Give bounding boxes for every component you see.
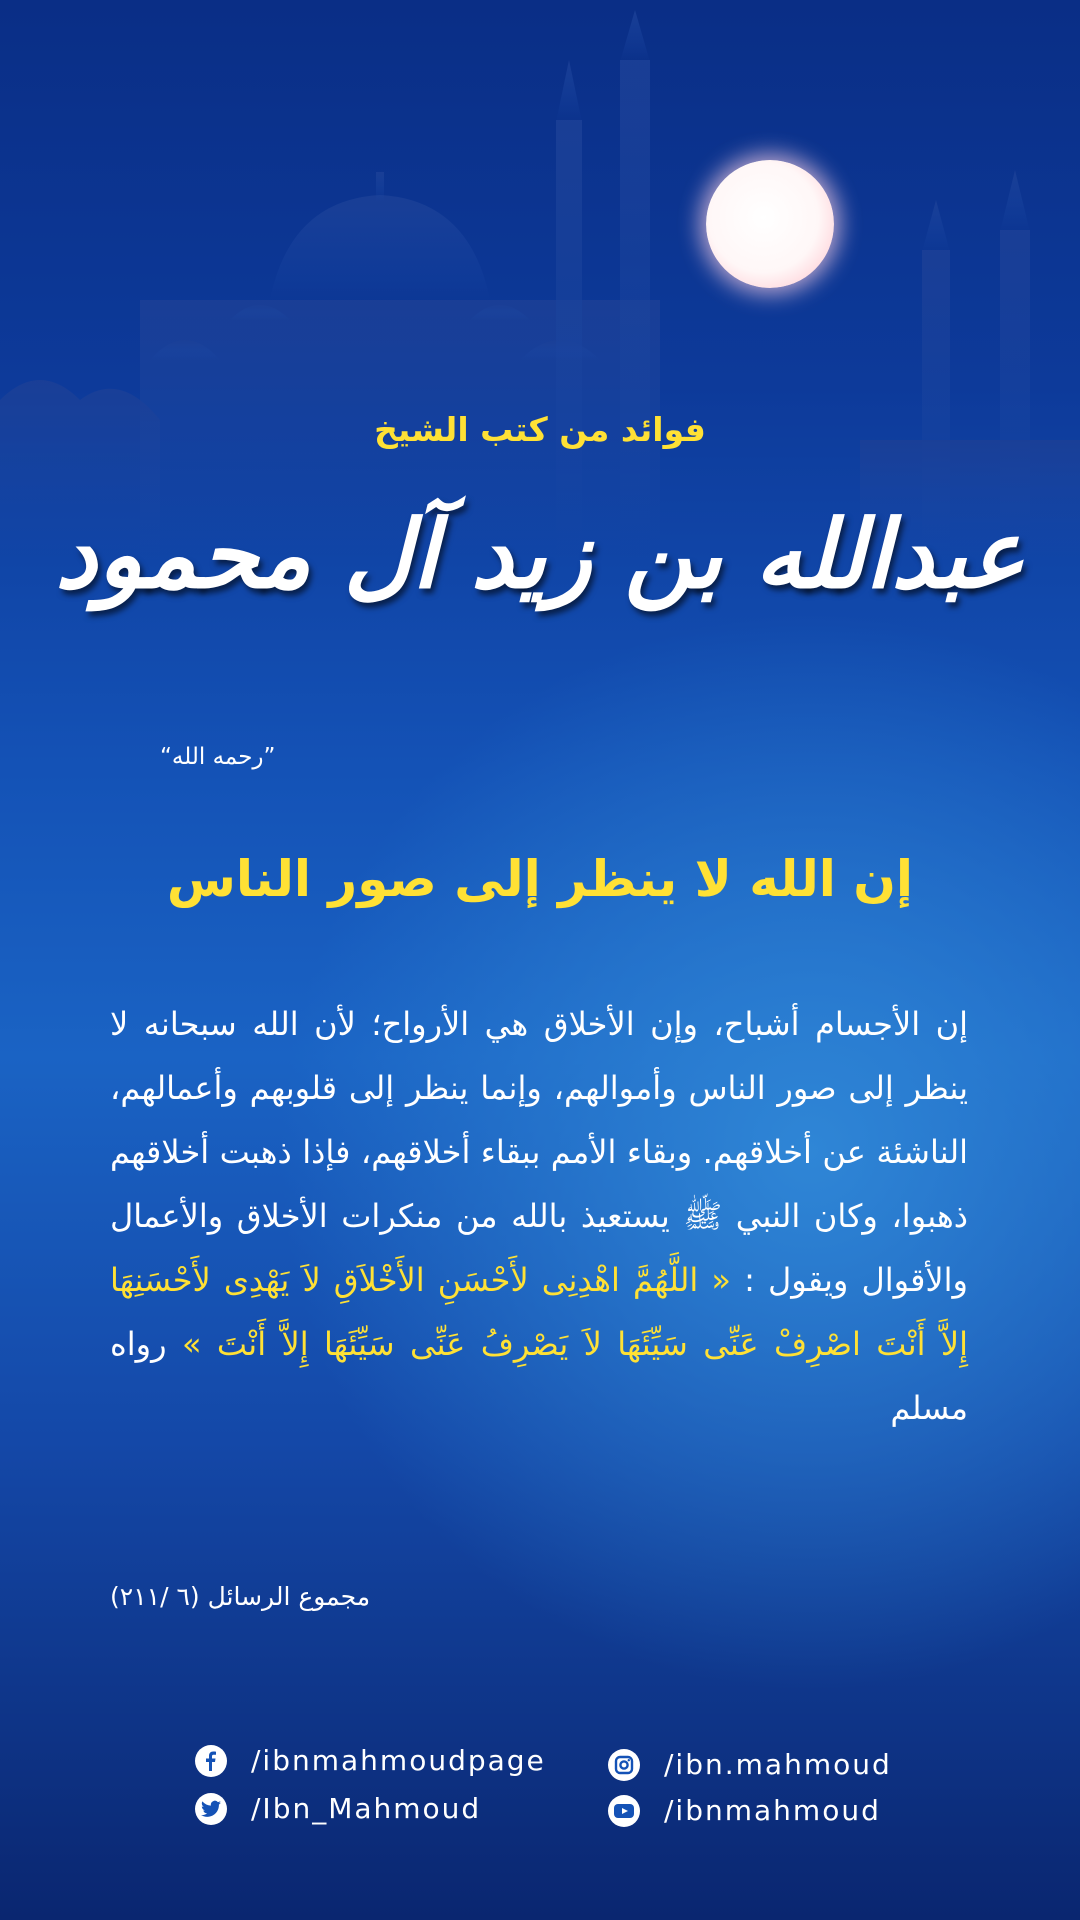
instagram-handle: /ibn.mahmoud bbox=[664, 1748, 892, 1781]
moon bbox=[706, 160, 834, 288]
youtube-link[interactable] bbox=[608, 1794, 881, 1827]
facebook-icon bbox=[195, 1745, 227, 1777]
twitter-icon bbox=[195, 1793, 227, 1825]
youtube-icon bbox=[608, 1795, 640, 1827]
instagram-link[interactable] bbox=[608, 1748, 892, 1781]
facebook-handle: /ibnmahmoudpage bbox=[251, 1744, 546, 1777]
calligraphy-name: عبدالله بن زيد آل محمود bbox=[55, 500, 1025, 610]
source-citation: مجموع الرسائل (٦ /٢١١) bbox=[110, 1582, 371, 1611]
mosque-silhouette bbox=[0, 0, 1080, 560]
narration: رواه مسلم bbox=[110, 1325, 968, 1427]
youtube-handle: /ibnmahmoud bbox=[664, 1794, 881, 1827]
article-title: إن الله لا ينظر إلى صور الناس bbox=[166, 850, 914, 908]
twitter-handle: /Ibn_Mahmoud bbox=[251, 1792, 482, 1825]
honorific: ”رحمه الله“ bbox=[160, 744, 276, 770]
hadith-quote: « اللَّهُمَّ اهْدِنِى لأَحْسَنِ الأَخْلاَقِ لاَ يَهْدِى لأَحْسَنِهَا إِلاَّ أَنْتَ اصْرِفْ عَنِّى سَيِّئَهَا لاَ يَصْرِفُ عَنِّى سَيِّئَهَا إِلاَّ أَنْتَ » bbox=[110, 1261, 969, 1363]
twitter-link[interactable] bbox=[195, 1792, 481, 1825]
instagram-icon bbox=[608, 1749, 640, 1781]
subtitle-top: فوائد من كتب الشيخ bbox=[374, 410, 706, 449]
paragraph-intro: إن الأجسام أشباح، وإن الأخلاق هي الأرواح؛ لأن الله سبحانه لا ينظر إلى صور الناس وأموالهم، وإنما ينظر إلى قلوبهم وأعمالهم، الناشئة عن أخلاقهم. وبقاء الأمم ببقاء أخلاقهم، فإذا ذهبت أخلاقهم ذهبوا، وكان النبي ﷺ يستعيذ بالله من منكرات الأخلاق والأعمال والأقوال ويقول : bbox=[110, 1005, 969, 1299]
article-body bbox=[110, 992, 968, 1440]
facebook-link[interactable] bbox=[195, 1744, 546, 1777]
